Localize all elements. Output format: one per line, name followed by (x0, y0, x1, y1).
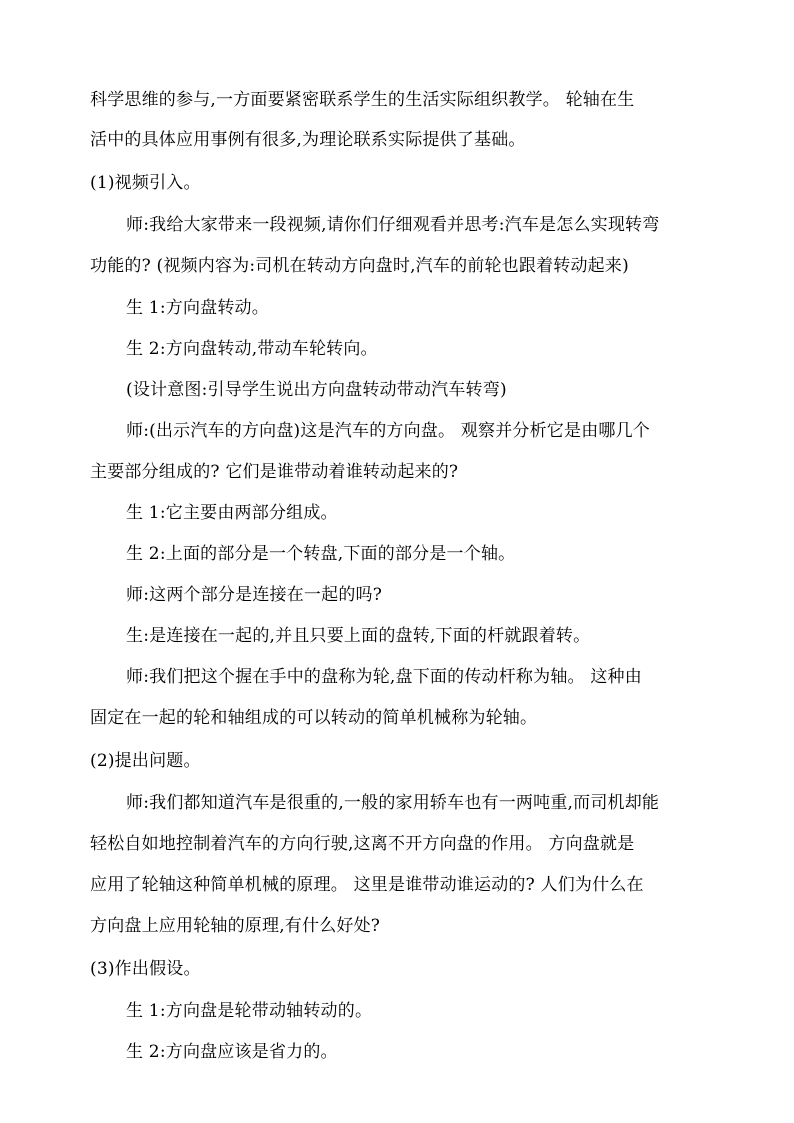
paragraph-line-1: 科学思维的参与,一方面要紧密联系学生的生活实际组织教学。 轮轴在生 (90, 90, 635, 110)
student-1-answer-1: 生 1:方向盘转动。 (126, 298, 269, 318)
teacher-line-5-cont-3: 方向盘上应用轮轴的原理,有什么好处? (90, 916, 381, 936)
teacher-line-2-cont: 主要部分组成的? 它们是谁带动着谁转动起来的? (90, 462, 459, 482)
teacher-line-4: 师:我们把这个握在手中的盘称为轮,盘下面的传动杆称为轴。 这种由 (126, 667, 642, 687)
student-2-answer-2: 生 2:上面的部分是一个转盘,下面的部分是一个轴。 (126, 544, 516, 564)
student-answer-3: 生:是连接在一起的,并且只要上面的盘转,下面的杆就跟着转。 (126, 626, 591, 646)
section-heading-raise-question: (2)提出问题。 (90, 751, 201, 771)
design-intent-note: (设计意图:引导学生说出方向盘转动带动汽车转弯) (126, 380, 507, 400)
teacher-line-4-cont: 固定在一起的轮和轴组成的可以转动的简单机械称为轮轴。 (90, 708, 538, 728)
teacher-line-3: 师:这两个部分是连接在一起的吗? (126, 585, 383, 605)
student-1-answer-2: 生 1:它主要由两部分组成。 (126, 503, 338, 523)
section-heading-video-intro: (1)视频引入。 (90, 173, 201, 193)
teacher-line-5-cont-2: 应用了轮轴这种简单机械的原理。 这里是谁带动谁运动的? 人们为什么在 (90, 875, 644, 895)
teacher-line-2: 师:(出示汽车的方向盘)这是汽车的方向盘。 观察并分析它是由哪几个 (126, 421, 650, 441)
teacher-line-1-cont: 功能的? (视频内容为:司机在转动方向盘时,汽车的前轮也跟着转动起来) (90, 256, 629, 276)
section-heading-hypothesis: (3)作出假设。 (90, 959, 201, 979)
teacher-line-1: 师:我给大家带来一段视频,请你们仔细观看并思考:汽车是怎么实现转弯 (126, 215, 660, 235)
teacher-line-5: 师:我们都知道汽车是很重的,一般的家用轿车也有一两吨重,而司机却能 (126, 793, 660, 813)
teacher-line-5-cont-1: 轻松自如地控制着汽车的方向行驶,这离不开方向盘的作用。 方向盘就是 (90, 834, 635, 854)
paragraph-line-2: 活中的具体应用事例有很多,为理论联系实际提供了基础。 (90, 130, 526, 150)
student-2-answer-1: 生 2:方向盘转动,带动车轮转向。 (126, 339, 378, 359)
student-1-hypothesis: 生 1:方向盘是轮带动轴转动的。 (126, 1001, 373, 1021)
student-2-hypothesis: 生 2:方向盘应该是省力的。 (126, 1042, 338, 1062)
